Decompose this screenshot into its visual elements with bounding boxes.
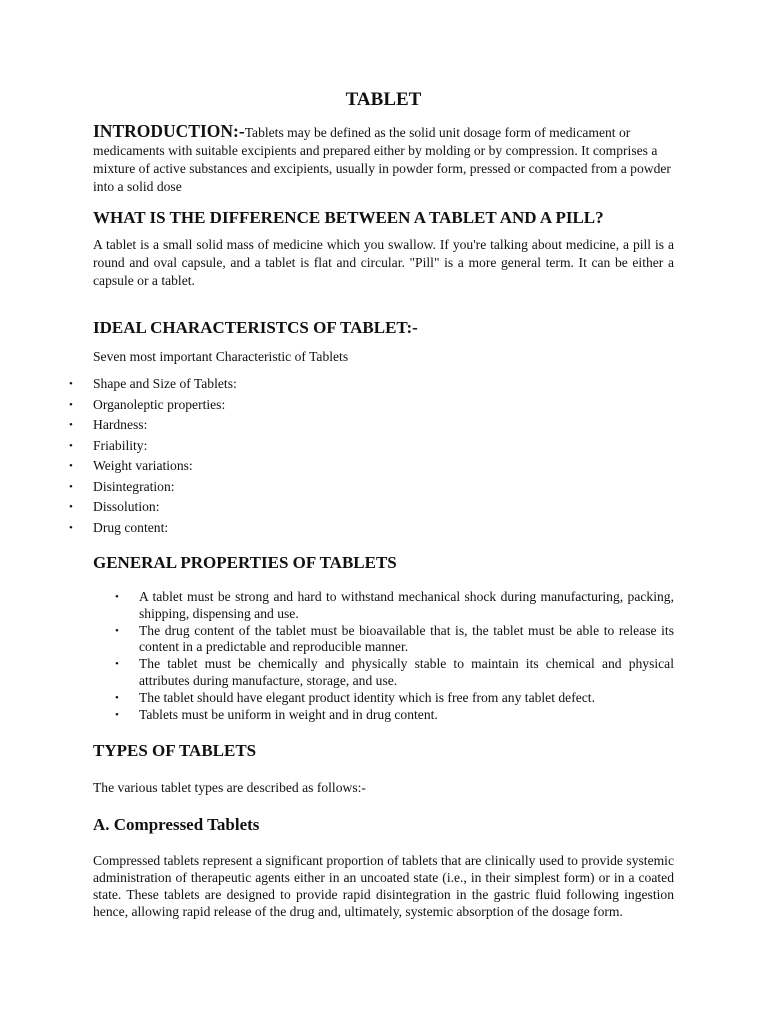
ideal-heading: IDEAL CHARACTERISTCS OF TABLET:-: [93, 318, 418, 337]
list-item: • Friability:: [93, 436, 674, 457]
difference-heading: WHAT IS THE DIFFERENCE BETWEEN A TABLET AND A PILL?: [93, 208, 604, 227]
intro-text: Tablets may be defined as the solid unit dosage form of medicament or medicaments with suitable excipients and prepared either by molding or by compression. It comprises a mixture of active substances and excipients, usually in powder form, pressed or compacted from a powder into a solid dose: [93, 125, 671, 194]
list-item: • The tablet should have elegant product identity which is free from any tablet defect.: [139, 690, 674, 707]
list-item: • Hardness:: [93, 415, 674, 436]
intro-paragraph: [93, 122, 674, 196]
general-heading: GENERAL PROPERTIES OF TABLETS: [93, 553, 397, 572]
list-item: • Shape and Size of Tablets:: [93, 374, 674, 395]
list-item: • The tablet must be chemically and physically stable to maintain its chemical and physical attributes during manufacture, storage, and use.: [139, 656, 674, 690]
list-item: • Drug content:: [93, 518, 674, 539]
compressed-heading: A. Compressed Tablets: [93, 815, 260, 835]
compressed-paragraph: Compressed tablets represent a significant proportion of tablets that are clinically used to provide systemic administration of therapeutic agents either in an uncoated state (i.e., in their simplest form) or in a coated state. These tablets are designed to provide rapid disintegration in the gastric fluid following ingestion hence, allowing rapid release of the drug and, ultimately, systemic absorption of the dosage form.: [93, 853, 674, 920]
list-item: • Organoleptic properties:: [93, 395, 674, 416]
ideal-lead: Seven most important Characteristic of Tablets: [93, 349, 349, 364]
difference-paragraph: A tablet is a small solid mass of medicine which you swallow. If you're talking about medicine, a pill is a round and oval capsule, and a tablet is flat and circular. "Pill" is a more general term. It can be either a capsule or a tablet.: [93, 237, 674, 288]
types-heading: TYPES OF TABLETS: [93, 741, 257, 761]
list-item: • Dissolution:: [93, 497, 674, 518]
list-item: • Tablets must be uniform in weight and in drug content.: [139, 707, 674, 724]
list-item: • The drug content of the tablet must be bioavailable that is, the tablet must be able to release its content in a predictable and reproducible manner.: [139, 623, 674, 657]
list-item: • Disintegration:: [93, 477, 674, 498]
general-list: [93, 589, 674, 723]
list-item: • Weight variations:: [93, 456, 674, 477]
types-lead: The various tablet types are described as follows:-: [93, 780, 366, 796]
document-title: TABLET: [345, 89, 422, 110]
ideal-list: [93, 374, 674, 538]
intro-label: INTRODUCTION:-: [93, 121, 245, 141]
list-item: • A tablet must be strong and hard to withstand mechanical shock during manufacturing, packing, shipping, dispensing and use.: [139, 589, 674, 623]
